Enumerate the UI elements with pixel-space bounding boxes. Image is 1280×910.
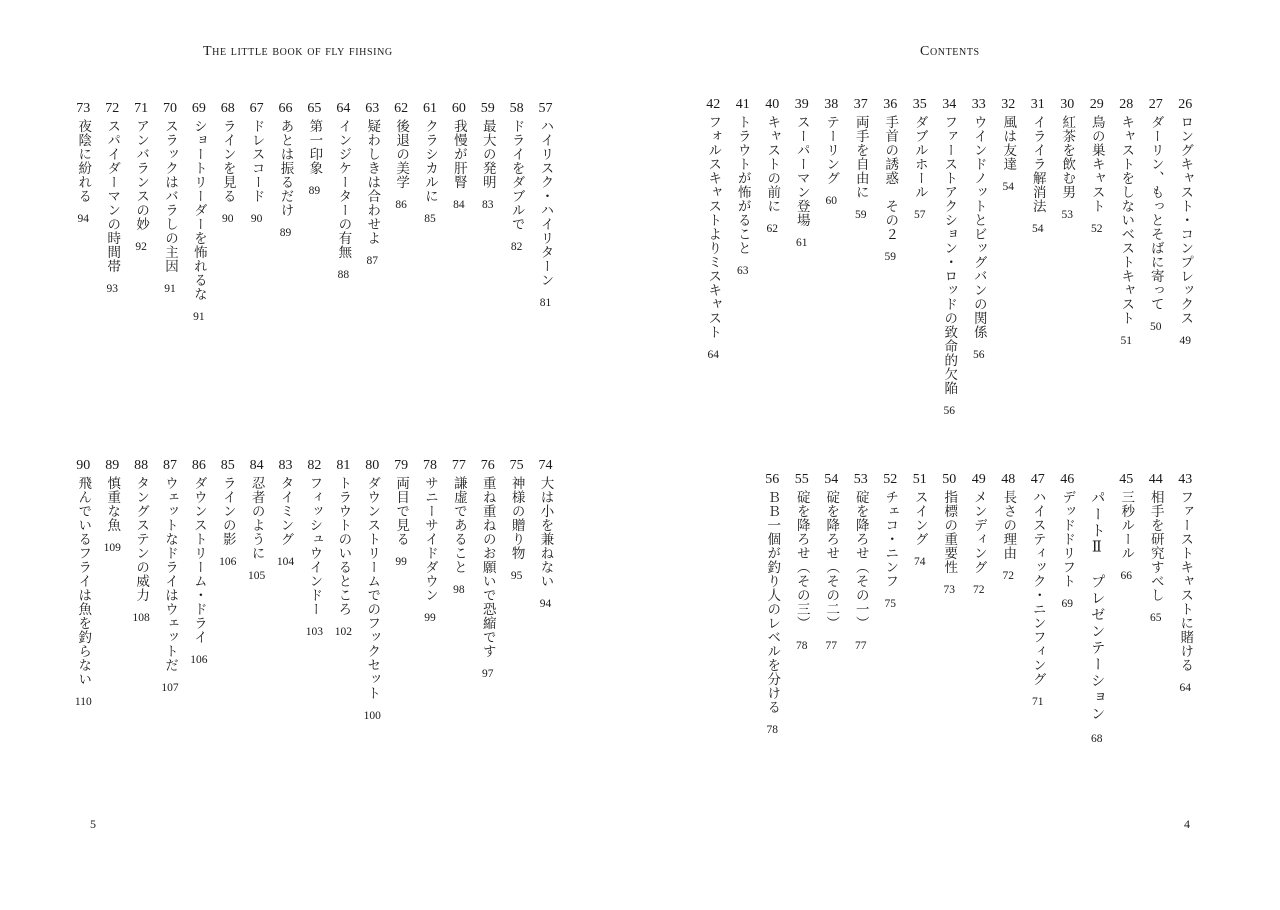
entry-number: 75 xyxy=(509,458,524,473)
toc-entry xyxy=(1053,472,1083,611)
running-head: Contents xyxy=(920,44,980,59)
toc-entry xyxy=(758,472,788,737)
entry-number: 86 xyxy=(191,458,206,473)
toc-entry xyxy=(1112,472,1142,583)
entry-number: 82 xyxy=(307,458,322,473)
entry-page-number: 54 xyxy=(1002,181,1014,193)
entry-number: 90 xyxy=(76,458,91,473)
entry-page-number: 74 xyxy=(914,556,926,568)
entry-page-number: 66 xyxy=(1120,570,1132,582)
entry-page-number: 90 xyxy=(250,213,263,225)
toc-entry xyxy=(329,101,358,282)
entry-title: クラシカルに xyxy=(421,119,438,203)
entry-number: 79 xyxy=(394,458,409,473)
entry-page-number: 110 xyxy=(74,696,92,708)
toc-entry xyxy=(935,97,965,418)
entry-title: トラウトのいるところ xyxy=(335,476,352,616)
entry-page-number: 69 xyxy=(1061,598,1073,610)
toc-entry xyxy=(1053,97,1083,222)
entry-page-number: 99 xyxy=(424,612,436,624)
entry-page-number: 90 xyxy=(222,213,234,225)
page-number: 5 xyxy=(90,817,96,831)
toc-entry xyxy=(69,101,98,226)
entry-number: 78 xyxy=(422,458,437,473)
toc-entry xyxy=(184,101,213,324)
entry-page-number: 62 xyxy=(766,223,778,235)
entry-title: 相手を研究すべし xyxy=(1147,490,1164,602)
entry-number: 29 xyxy=(1089,97,1104,112)
entry-page-number: 86 xyxy=(395,199,407,211)
entry-title: フォルスキャストよりミスキャスト xyxy=(705,115,722,339)
toc-entry xyxy=(905,97,935,222)
entry-page-number: 53 xyxy=(1061,209,1073,221)
entry-number: 28 xyxy=(1119,97,1134,112)
entry-page-number: 72 xyxy=(1002,570,1014,582)
entry-page-number: 65 xyxy=(1150,612,1162,624)
entry-title: 両手を自由に xyxy=(852,115,869,199)
entry-page-number: 60 xyxy=(825,195,837,207)
entry-title: 慎重な魚 xyxy=(104,476,121,532)
entry-title: 碇を降ろせ（その三） xyxy=(793,490,810,630)
toc-entry xyxy=(127,101,156,254)
entry-number: 88 xyxy=(134,458,149,473)
entry-title: パートⅡ プレゼンテーション xyxy=(1088,490,1105,723)
entry-number: 83 xyxy=(278,458,293,473)
toc-block-top xyxy=(699,97,1201,418)
toc-block-bottom xyxy=(69,458,560,723)
toc-entry xyxy=(69,458,98,709)
entry-page-number: 91 xyxy=(193,311,205,323)
entry-page-number: 61 xyxy=(796,237,808,249)
toc-part-heading xyxy=(1082,472,1112,746)
entry-title: サニーサイドダウン xyxy=(421,476,438,602)
entry-number: 85 xyxy=(220,458,235,473)
entry-title: 指標の重要性 xyxy=(941,490,958,574)
toc-entry xyxy=(300,458,329,639)
entry-page-number: 91 xyxy=(164,283,176,295)
entry-page-number: 106 xyxy=(219,556,237,568)
entry-page-number: 93 xyxy=(106,283,118,295)
entry-number: 39 xyxy=(794,97,809,112)
entry-number: 33 xyxy=(971,97,986,112)
entry-page-number: 63 xyxy=(737,265,749,277)
entry-title: 重ね重ねのお願いで恐縮です xyxy=(479,476,496,658)
entry-title: 第一印象 xyxy=(306,119,323,175)
entry-title: ダブルホール xyxy=(911,115,928,199)
toc-entry xyxy=(1141,97,1171,334)
entry-title: メンディング xyxy=(970,490,987,574)
entry-number: 26 xyxy=(1178,97,1193,112)
entry-title: ロングキャスト・コンプレックス xyxy=(1177,115,1194,325)
toc-entry xyxy=(156,101,185,296)
entry-title: 疑わしきは合わせよ xyxy=(364,119,381,245)
toc-entry xyxy=(98,101,127,296)
toc-entry xyxy=(1082,97,1112,236)
entry-title: 鳥の巣キャスト xyxy=(1088,115,1105,213)
entry-page-number: 56 xyxy=(943,405,955,417)
entry-title: 大は小を兼ねない xyxy=(537,476,554,588)
toc-entry xyxy=(444,458,473,597)
entry-title: 夜陰に紛れる xyxy=(75,119,92,203)
entry-title: ドライをダブルで xyxy=(508,119,525,231)
entry-title: タングステンの威力 xyxy=(133,476,150,602)
entry-title: スーパーマン登場 xyxy=(793,115,810,227)
entry-title: 神様の贈り物 xyxy=(508,476,525,560)
entry-number: 60 xyxy=(451,101,466,116)
entry-page-number: 97 xyxy=(482,668,494,680)
entry-number: 43 xyxy=(1178,472,1193,487)
toc-entry xyxy=(1171,97,1201,348)
entry-page-number: 52 xyxy=(1091,223,1103,235)
entry-number: 67 xyxy=(249,101,264,116)
entry-number: 58 xyxy=(509,101,524,116)
entry-title: ファーストアクション・ロッドの致命的欠陥 xyxy=(941,115,958,395)
entry-number: 89 xyxy=(105,458,120,473)
entry-number: 81 xyxy=(336,458,351,473)
entry-number: 27 xyxy=(1148,97,1163,112)
toc-entry xyxy=(387,101,416,212)
entry-number: 51 xyxy=(912,472,927,487)
toc-block-top xyxy=(69,101,560,324)
toc-entry xyxy=(876,472,906,611)
entry-number: 69 xyxy=(191,101,206,116)
entry-title: ショートリーダーを怖れるな xyxy=(190,119,207,301)
toc-entry xyxy=(905,472,935,569)
toc-entry xyxy=(502,101,531,254)
entry-number: 84 xyxy=(249,458,264,473)
toc-entry xyxy=(473,458,502,681)
entry-number: 31 xyxy=(1030,97,1045,112)
entry-title: チェコ・ニンフ xyxy=(882,490,899,588)
entry-page-number: 49 xyxy=(1179,335,1191,347)
entry-title: ハイスティック・ニンフィング xyxy=(1029,490,1046,686)
toc-entry xyxy=(846,97,876,222)
entry-number: 68 xyxy=(220,101,235,116)
entry-page-number: 94 xyxy=(539,598,552,610)
entry-number: 64 xyxy=(336,101,351,116)
entry-page-number: 89 xyxy=(308,185,321,197)
entry-title: フィッシュウインドー xyxy=(306,476,323,616)
entry-page-number: 92 xyxy=(135,241,147,253)
entry-title: ハイリスク・ハイリターン xyxy=(537,119,554,287)
entry-title: スイング xyxy=(911,490,928,546)
entry-title: テーリング xyxy=(823,115,840,185)
toc-entry xyxy=(358,458,387,723)
toc-entry xyxy=(213,101,242,226)
entry-page-number: 50 xyxy=(1150,321,1162,333)
entry-number: 42 xyxy=(706,97,721,112)
entry-page-number: 51 xyxy=(1120,335,1132,347)
entry-page-number: 64 xyxy=(1179,682,1191,694)
entry-number: 70 xyxy=(162,101,177,116)
entry-number: 62 xyxy=(394,101,409,116)
entry-page-number: 108 xyxy=(132,612,150,624)
toc-entry xyxy=(994,97,1024,194)
toc-entry xyxy=(876,97,906,264)
entry-number: 32 xyxy=(1001,97,1016,112)
entry-number: 37 xyxy=(853,97,868,112)
running-head: The little book of fly fihsing xyxy=(203,44,393,59)
toc-entry xyxy=(242,458,271,583)
entry-title: トラウトが怖がること xyxy=(734,115,751,255)
entry-page-number: 75 xyxy=(884,598,896,610)
entry-page-number: 68 xyxy=(1091,732,1103,745)
right-page xyxy=(640,0,1280,910)
entry-number: 76 xyxy=(480,458,495,473)
entry-title: ＢＢ一個が釣り人のレベルを分ける xyxy=(764,490,781,714)
entry-page-number: 72 xyxy=(973,584,985,596)
toc-entry xyxy=(787,97,817,250)
toc-entry xyxy=(242,101,271,226)
toc-entry xyxy=(416,101,445,226)
entry-number: 50 xyxy=(942,472,957,487)
entry-page-number: 64 xyxy=(707,349,719,361)
toc-entry xyxy=(935,472,965,597)
entry-page-number: 109 xyxy=(103,542,121,554)
toc-entry xyxy=(1171,472,1201,695)
entry-number: 46 xyxy=(1060,472,1075,487)
entry-title: 三秒ルール xyxy=(1118,490,1135,560)
entry-page-number: 106 xyxy=(190,654,208,666)
toc-entry xyxy=(1023,97,1053,236)
entry-page-number: 103 xyxy=(305,626,324,638)
entry-title: 最大の発明 xyxy=(479,119,496,189)
entry-number: 57 xyxy=(538,101,553,116)
entry-number: 74 xyxy=(538,458,553,473)
entry-title: ダウンストリーム・ドライ xyxy=(190,476,207,644)
entry-page-number: 88 xyxy=(337,269,350,281)
toc-entry xyxy=(358,101,387,268)
toc-entry xyxy=(213,458,242,569)
entry-number: 80 xyxy=(365,458,380,473)
toc-entry xyxy=(758,97,788,236)
entry-title: 飛んでいるフライは魚を釣らない xyxy=(75,476,92,686)
toc-entry xyxy=(728,97,758,278)
entry-title: ファーストキャストに賭ける xyxy=(1177,490,1194,672)
entry-number: 36 xyxy=(883,97,898,112)
toc-entry xyxy=(531,458,560,611)
entry-title: ラインの影 xyxy=(219,476,236,546)
entry-page-number: 81 xyxy=(539,297,552,309)
entry-title: アンバランスの妙 xyxy=(133,119,150,231)
toc-entry xyxy=(271,101,300,240)
entry-title: ドレスコード xyxy=(248,119,265,203)
toc-entry xyxy=(817,472,847,653)
entry-title: キャストをしないベストキャスト xyxy=(1118,115,1135,325)
entry-page-number: 95 xyxy=(510,570,523,582)
entry-number: 38 xyxy=(824,97,839,112)
entry-title: 長さの理由 xyxy=(1000,490,1017,560)
entry-title: 忍者のように xyxy=(248,476,265,560)
entry-title: ウェットなドライはウェットだ xyxy=(161,476,178,672)
toc-entry xyxy=(444,101,473,212)
entry-number: 49 xyxy=(971,472,986,487)
entry-number: 30 xyxy=(1060,97,1075,112)
entry-title: スパイダーマンの時間帯 xyxy=(104,119,121,273)
entry-page-number: 102 xyxy=(334,626,352,638)
entry-page-number: 83 xyxy=(482,199,494,211)
toc-entry xyxy=(156,458,185,695)
entry-title: 碇を降ろせ（その一） xyxy=(852,490,869,630)
entry-title: スラックはバラしの主因 xyxy=(161,119,178,273)
entry-title: あとは振るだけ xyxy=(277,119,294,217)
entry-page-number: 99 xyxy=(395,556,407,568)
entry-page-number: 71 xyxy=(1032,696,1044,708)
toc-entry xyxy=(127,458,156,625)
toc-entry xyxy=(817,97,847,208)
toc-entry xyxy=(994,472,1024,583)
entry-number: 48 xyxy=(1001,472,1016,487)
entry-page-number: 105 xyxy=(248,570,266,582)
toc-entry xyxy=(964,97,994,362)
entry-page-number: 59 xyxy=(855,209,867,221)
entry-number: 44 xyxy=(1148,472,1163,487)
toc-entry xyxy=(964,472,994,597)
toc-entry xyxy=(329,458,358,639)
page-number: 4 xyxy=(1184,817,1190,831)
entry-page-number: 56 xyxy=(973,349,985,361)
entry-title: インジケーターの有無 xyxy=(335,119,352,259)
entry-page-number: 84 xyxy=(453,199,465,211)
entry-number: 59 xyxy=(480,101,495,116)
entry-title: イライラ解消法 xyxy=(1029,115,1046,213)
entry-page-number: 98 xyxy=(453,584,465,596)
toc-entry xyxy=(184,458,213,667)
entry-title: デッドドリフト xyxy=(1059,490,1076,588)
toc-entry xyxy=(699,97,729,362)
entry-title: タイミング xyxy=(277,476,294,546)
entry-number: 54 xyxy=(824,472,839,487)
entry-number: 61 xyxy=(422,101,437,116)
toc-entry xyxy=(416,458,445,625)
toc-entry xyxy=(1141,472,1171,625)
entry-number: 63 xyxy=(365,101,380,116)
toc-entry xyxy=(473,101,502,212)
entry-page-number: 59 xyxy=(884,251,896,263)
entry-number: 52 xyxy=(883,472,898,487)
entry-page-number: 107 xyxy=(161,682,179,694)
entry-page-number: 89 xyxy=(279,227,292,239)
entry-number: 45 xyxy=(1119,472,1134,487)
entry-number: 41 xyxy=(735,97,750,112)
entry-number: 65 xyxy=(307,101,322,116)
entry-number: 34 xyxy=(942,97,957,112)
toc-entry xyxy=(387,458,416,569)
entry-title: キャストの前に xyxy=(764,115,781,213)
entry-title: 両目で見る xyxy=(393,476,410,546)
toc-entry xyxy=(531,101,560,310)
entry-page-number: 82 xyxy=(510,241,523,253)
toc-entry xyxy=(846,472,876,653)
entry-number: 73 xyxy=(76,101,91,116)
entry-number: 71 xyxy=(134,101,149,116)
entry-number: 87 xyxy=(162,458,177,473)
entry-title: 謙虚であること xyxy=(450,476,467,574)
entry-page-number: 94 xyxy=(77,213,90,225)
toc-entry xyxy=(1112,97,1142,348)
entry-title: ダーリン、もっとそばに寄って xyxy=(1147,115,1164,311)
toc-entry xyxy=(502,458,531,583)
entry-page-number: 87 xyxy=(366,255,378,267)
entry-title: ウインドノットとビッグバンの関係 xyxy=(970,115,987,339)
entry-page-number: 77 xyxy=(855,640,867,652)
entry-title: 我慢が肝腎 xyxy=(450,119,467,189)
entry-number: 55 xyxy=(794,472,809,487)
entry-title: 風は友達 xyxy=(1000,115,1017,171)
entry-page-number: 73 xyxy=(943,584,955,596)
toc-entry xyxy=(787,472,817,653)
entry-number: 53 xyxy=(853,472,868,487)
entry-title: 後退の美学 xyxy=(393,119,410,189)
toc-entry xyxy=(271,458,300,569)
entry-page-number: 77 xyxy=(825,640,837,652)
entry-page-number: 100 xyxy=(363,710,381,722)
entry-number: 35 xyxy=(912,97,927,112)
entry-number: 72 xyxy=(105,101,120,116)
entry-page-number: 85 xyxy=(424,213,436,225)
entry-title: 紅茶を飲む男 xyxy=(1059,115,1076,199)
entry-number: 40 xyxy=(765,97,780,112)
toc-entry xyxy=(300,101,329,198)
entry-number: 66 xyxy=(278,101,293,116)
entry-number: 77 xyxy=(451,458,466,473)
toc-entry xyxy=(98,458,127,555)
entry-page-number: 78 xyxy=(796,640,808,652)
entry-title: 碇を降ろせ（その二） xyxy=(823,490,840,630)
entry-page-number: 104 xyxy=(276,556,295,568)
entry-page-number: 78 xyxy=(766,724,778,736)
entry-page-number: 57 xyxy=(914,209,926,221)
entry-title: ダウンストリームでのフックセット xyxy=(364,476,381,700)
toc-block-bottom xyxy=(758,472,1201,746)
entry-title: ラインを見る xyxy=(219,119,236,203)
toc-entry xyxy=(1023,472,1053,709)
entry-number: 47 xyxy=(1030,472,1045,487)
entry-page-number: 54 xyxy=(1032,223,1044,235)
entry-number: 56 xyxy=(765,472,780,487)
entry-title: 手首の誘惑 その２ xyxy=(882,115,899,241)
